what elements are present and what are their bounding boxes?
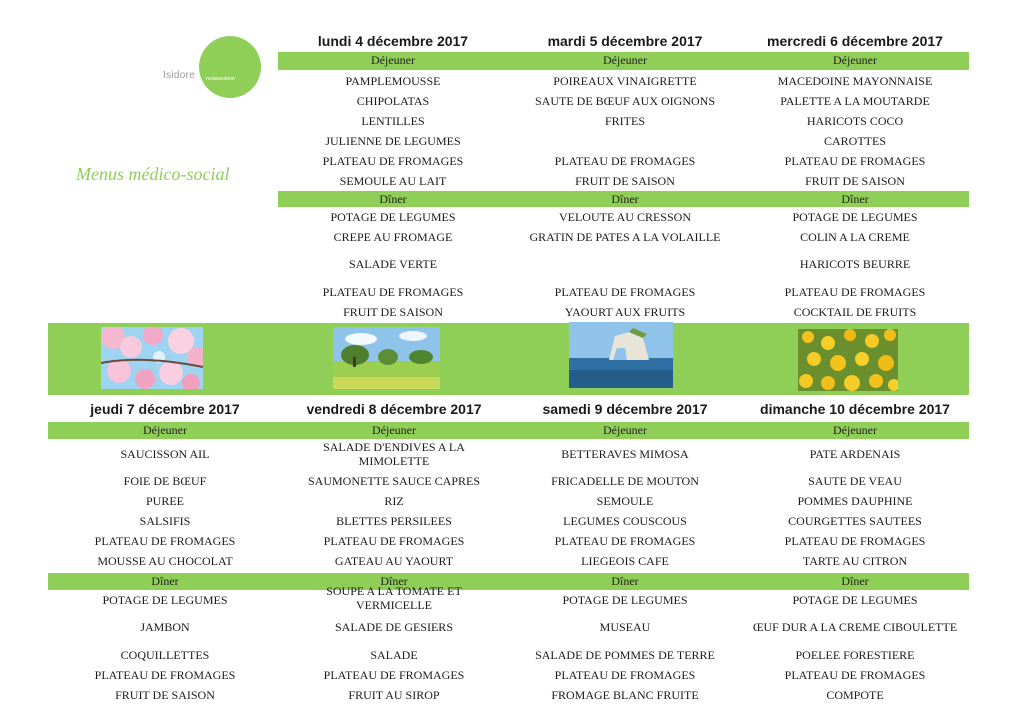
menu-dish: SAUTE DE BŒUF AUX OIGNONS (534, 94, 715, 108)
menu-dish: SEMOULE AU LAIT (339, 174, 447, 188)
menu-dish: YAOURT AUX FRUITS (564, 305, 686, 319)
day-title: lundi 4 décembre 2017 (317, 33, 469, 49)
menu-dish: GRATIN DE PATES A LA VOLAILLE (529, 230, 721, 244)
menu-dish: POMMES DAUPHINE (797, 494, 913, 508)
menu-dish: CREPE AU FROMAGE (333, 230, 453, 244)
menu-dish: SALADE D'ENDIVES A LA MIMOLETTE (323, 440, 465, 468)
menu-dish: HARICOTS BEURRE (799, 257, 911, 271)
menu-dish: SAUCISSON AIL (120, 447, 210, 461)
dejeuner-label: Déjeuner (603, 53, 647, 67)
menu-dish: PLATEAU DE FROMAGES (784, 668, 926, 682)
menu-dish: FROMAGE BLANC FRUITE (551, 688, 699, 702)
cliff-sea-photo (569, 322, 673, 388)
menu-dish: FRUIT AU SIROP (348, 688, 440, 702)
cherry-blossom-photo (101, 327, 203, 389)
menu-dish: POTAGE DE LEGUMES (792, 593, 918, 607)
menu-dish: PLATEAU DE FROMAGES (323, 668, 465, 682)
menu-dish: PATE ARDENAIS (809, 447, 901, 461)
menu-dish: FRUIT DE SAISON (343, 305, 443, 319)
menu-dish: LEGUMES COUSCOUS (563, 514, 687, 528)
menu-dish: PAMPLEMOUSSE (345, 74, 441, 88)
menu-dish: FRICADELLE DE MOUTON (551, 474, 699, 488)
menu-dish: PALETTE A LA MOUTARDE (780, 94, 930, 108)
diner-label: Dîner (151, 574, 179, 588)
menu-dish: RIZ (384, 494, 404, 508)
menu-dish: SALSIFIS (139, 514, 191, 528)
day-title: jeudi 7 décembre 2017 (90, 401, 240, 417)
menu-dish: SALADE DE GESIERS (334, 620, 453, 634)
menu-dish: FRITES (604, 114, 645, 128)
dejeuner-label: Déjeuner (603, 423, 647, 437)
menu-dish: PLATEAU DE FROMAGES (554, 154, 696, 168)
menu-dish: PLATEAU DE FROMAGES (94, 668, 236, 682)
yellow-flowers-photo (798, 329, 898, 391)
menu-dish: FRUIT DE SAISON (115, 688, 215, 702)
dejeuner-label: Déjeuner (143, 423, 187, 437)
menu-dish: CAROTTES (823, 134, 886, 148)
day-title: dimanche 10 décembre 2017 (760, 401, 950, 417)
menu-dish: PLATEAU DE FROMAGES (323, 534, 465, 548)
meadow-trees-photo (333, 327, 440, 389)
menu-dish: SAUMONETTE SAUCE CAPRES (307, 474, 481, 488)
diner-label: Dîner (611, 574, 639, 588)
menu-dish: MUSEAU (599, 620, 651, 634)
brand-sub: restauration (206, 76, 236, 82)
menu-dish: PLATEAU DE FROMAGES (94, 534, 236, 548)
brand-logo (199, 36, 261, 98)
menu-dish: FOIE DE BŒUF (123, 474, 207, 488)
diner-label: Dîner (380, 574, 408, 588)
dejeuner-label: Déjeuner (371, 53, 415, 67)
menu-dish: PLATEAU DE FROMAGES (322, 285, 464, 299)
menu-dish: TARTE AU CITRON (802, 554, 908, 568)
menu-dish: GATEAU AU YAOURT (334, 554, 454, 568)
menu-dish: COURGETTES SAUTEES (788, 514, 922, 528)
menu-dish: JAMBON (140, 620, 190, 634)
menu-dish: MACEDOINE MAYONNAISE (777, 74, 933, 88)
menu-dish: POTAGE DE LEGUMES (792, 210, 918, 224)
menu-dish: LENTILLES (361, 114, 425, 128)
page-subtitle: Menus médico-social (76, 164, 230, 184)
menu-dish: FRUIT DE SAISON (575, 174, 675, 188)
menu-dish: SALADE (370, 648, 418, 662)
menu-dish: PUREE (145, 494, 184, 508)
menu-dish: POTAGE DE LEGUMES (562, 593, 688, 607)
diner-label: Dîner (611, 192, 639, 206)
diner-label: Dîner (841, 192, 869, 206)
day-title: samedi 9 décembre 2017 (542, 401, 708, 417)
menu-dish: POTAGE DE LEGUMES (102, 593, 228, 607)
menu-dish: COMPOTE (826, 688, 884, 702)
menu-dish: BLETTES PERSILEES (336, 514, 452, 528)
menu-dish: CHIPOLATAS (356, 94, 430, 108)
menu-dish: SOUPE A LA TOMATE ET VERMICELLE (326, 584, 462, 610)
menu-dish: SALADE DE POMMES DE TERRE (535, 648, 715, 662)
brand-name: Isidore (163, 70, 196, 81)
menu-dish: HARICOTS COCO (806, 114, 904, 128)
menu-dish: PLATEAU DE FROMAGES (784, 534, 926, 548)
day-title: vendredi 8 décembre 2017 (306, 401, 482, 417)
menu-dish: SEMOULE (596, 494, 654, 508)
menu-dish: PLATEAU DE FROMAGES (554, 285, 696, 299)
menu-dish: POTAGE DE LEGUMES (330, 210, 456, 224)
day-title: mardi 5 décembre 2017 (547, 33, 703, 49)
menu-dish: POIREAUX VINAIGRETTE (553, 74, 697, 88)
menu-dish: VELOUTE AU CRESSON (558, 210, 691, 224)
menu-dish: PLATEAU DE FROMAGES (554, 668, 696, 682)
menu-dish: COCKTAIL DE FRUITS (793, 305, 917, 319)
diner-label: Dîner (379, 192, 407, 206)
menu-dish: JULIENNE DE LEGUMES (325, 134, 461, 148)
menu-dish: PLATEAU DE FROMAGES (784, 285, 926, 299)
menu-dish: COQUILLETTES (120, 648, 210, 662)
menu-dish: MOUSSE AU CHOCOLAT (97, 554, 233, 568)
menu-dish: ŒUF DUR A LA CREME CIBOULETTE (752, 620, 958, 634)
menu-dish: POELEE FORESTIERE (795, 648, 915, 662)
menu-dish: PLATEAU DE FROMAGES (784, 154, 926, 168)
menu-dish: PLATEAU DE FROMAGES (554, 534, 696, 548)
dejeuner-label: Déjeuner (372, 423, 416, 437)
menu-dish: PLATEAU DE FROMAGES (322, 154, 464, 168)
menu-dish: FRUIT DE SAISON (805, 174, 905, 188)
menu-dish: SALADE VERTE (348, 257, 438, 271)
menu-dish: COLIN A LA CREME (800, 230, 910, 244)
menu-dish: LIEGEOIS CAFE (581, 554, 669, 568)
menu-dish: SAUTE DE VEAU (808, 474, 902, 488)
dejeuner-label: Déjeuner (833, 423, 877, 437)
menu-dish: BETTERAVES MIMOSA (561, 447, 689, 461)
day-title: mercredi 6 décembre 2017 (767, 33, 943, 49)
dejeuner-label: Déjeuner (833, 53, 877, 67)
diner-label: Dîner (841, 574, 869, 588)
